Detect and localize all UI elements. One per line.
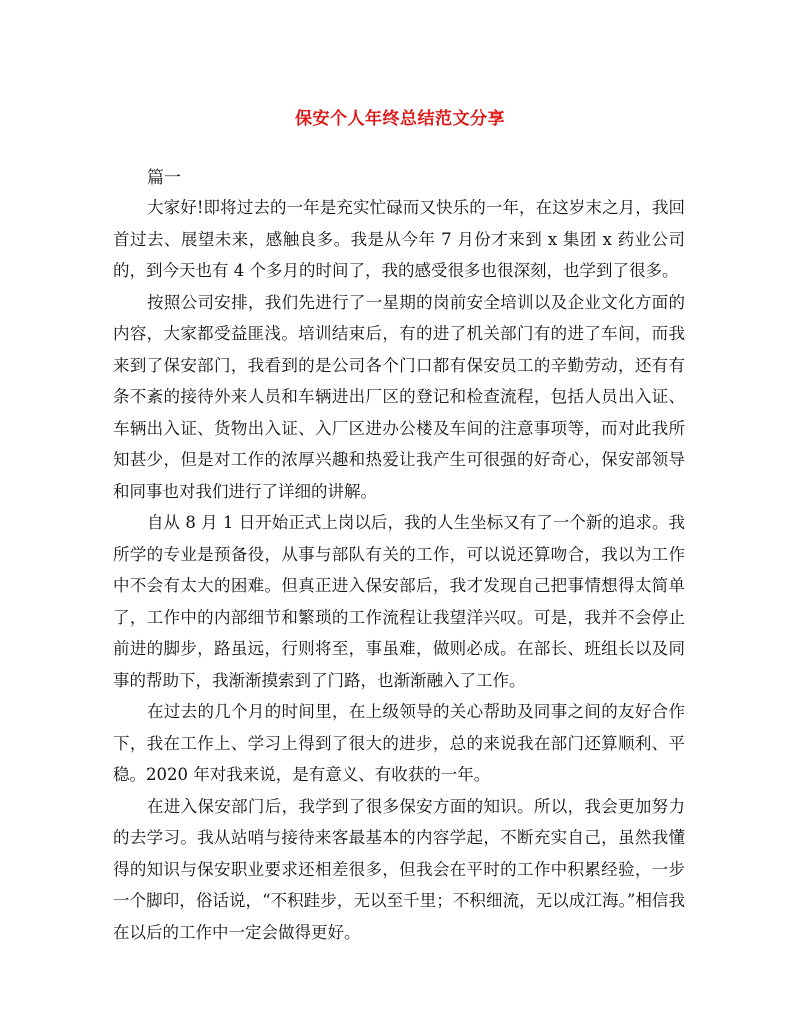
document-body <box>113 192 685 948</box>
paragraph-2: 按照公司安排，我们先进行了一星期的岗前安全培训以及企业文化方面的内容，大家都受益匪浅。培训结束后，有的进了机关部门有的进了车间，而我来到了保安部门，我看到的是公司各个门口都有保安员工的辛勤劳动，还有有条不紊的接待外来人员和车辆进出厂区的登记和检查流程，包括人员出入证、车辆出入证、货物出入证、入厂区进办公楼及车间的注意事项等，而对此我所知甚少，但是对工作的浓厚兴趣和热爱让我产生可很强的好奇心，保安部领导和同事也对我们进行了详细的讲解。 <box>113 292 685 501</box>
paragraph-3: 自从 8 月 1 日开始正式上岗以后，我的人生坐标又有了一个新的追求。我所学的专业是预备役，从事与部队有关的工作，可以说还算吻合，我以为工作中不会有太大的困难。但真正进入保安部后，我才发现自己把事情想得太简单了，工作中的内部细节和繁琐的工作流程让我望洋兴叹。可是，我并不会停止前进的脚步，路虽远，行则将至，事虽难，做则必成。在部长、班组长以及同事的帮助下，我渐渐摸索到了门路，也渐渐融入了工作。 <box>113 513 685 690</box>
paragraph-1: 大家好!即将过去的一年是充实忙碌而又快乐的一年，在这岁末之月，我回首过去、展望未来，感触良多。我是从今年 7 月份才来到 x 集团 x 药业公司的，到今天也有 4 个多月的时间了，我的感受很多也很深刻，也学到了很多。 <box>113 198 685 280</box>
paragraph-5: 在进入保安部门后，我学到了很多保安方面的知识。所以，我会更加努力的去学习。我从站哨与接待来客最基本的内容学起，不断充实自己，虽然我懂得的知识与保安职业要求还相差很多，但我会在平时的工作中积累经验，一步一个脚印，俗话说，“不积跬步，无以至千里；不积细流，无以成江海。”相信我在以后的工作中一定会做得更好。 <box>113 796 685 942</box>
document-title: 保安个人年终总结范文分享 <box>295 109 505 129</box>
paragraph-4: 在过去的几个月的时间里，在上级领导的关心帮助及同事之间的友好合作下，我在工作上、学习上得到了很大的进步，总的来说我在部门还算顺利、平稳。2020 年对我来说，是有意义、有收获的一年。 <box>113 702 685 784</box>
section-label: 篇一 <box>147 168 181 188</box>
